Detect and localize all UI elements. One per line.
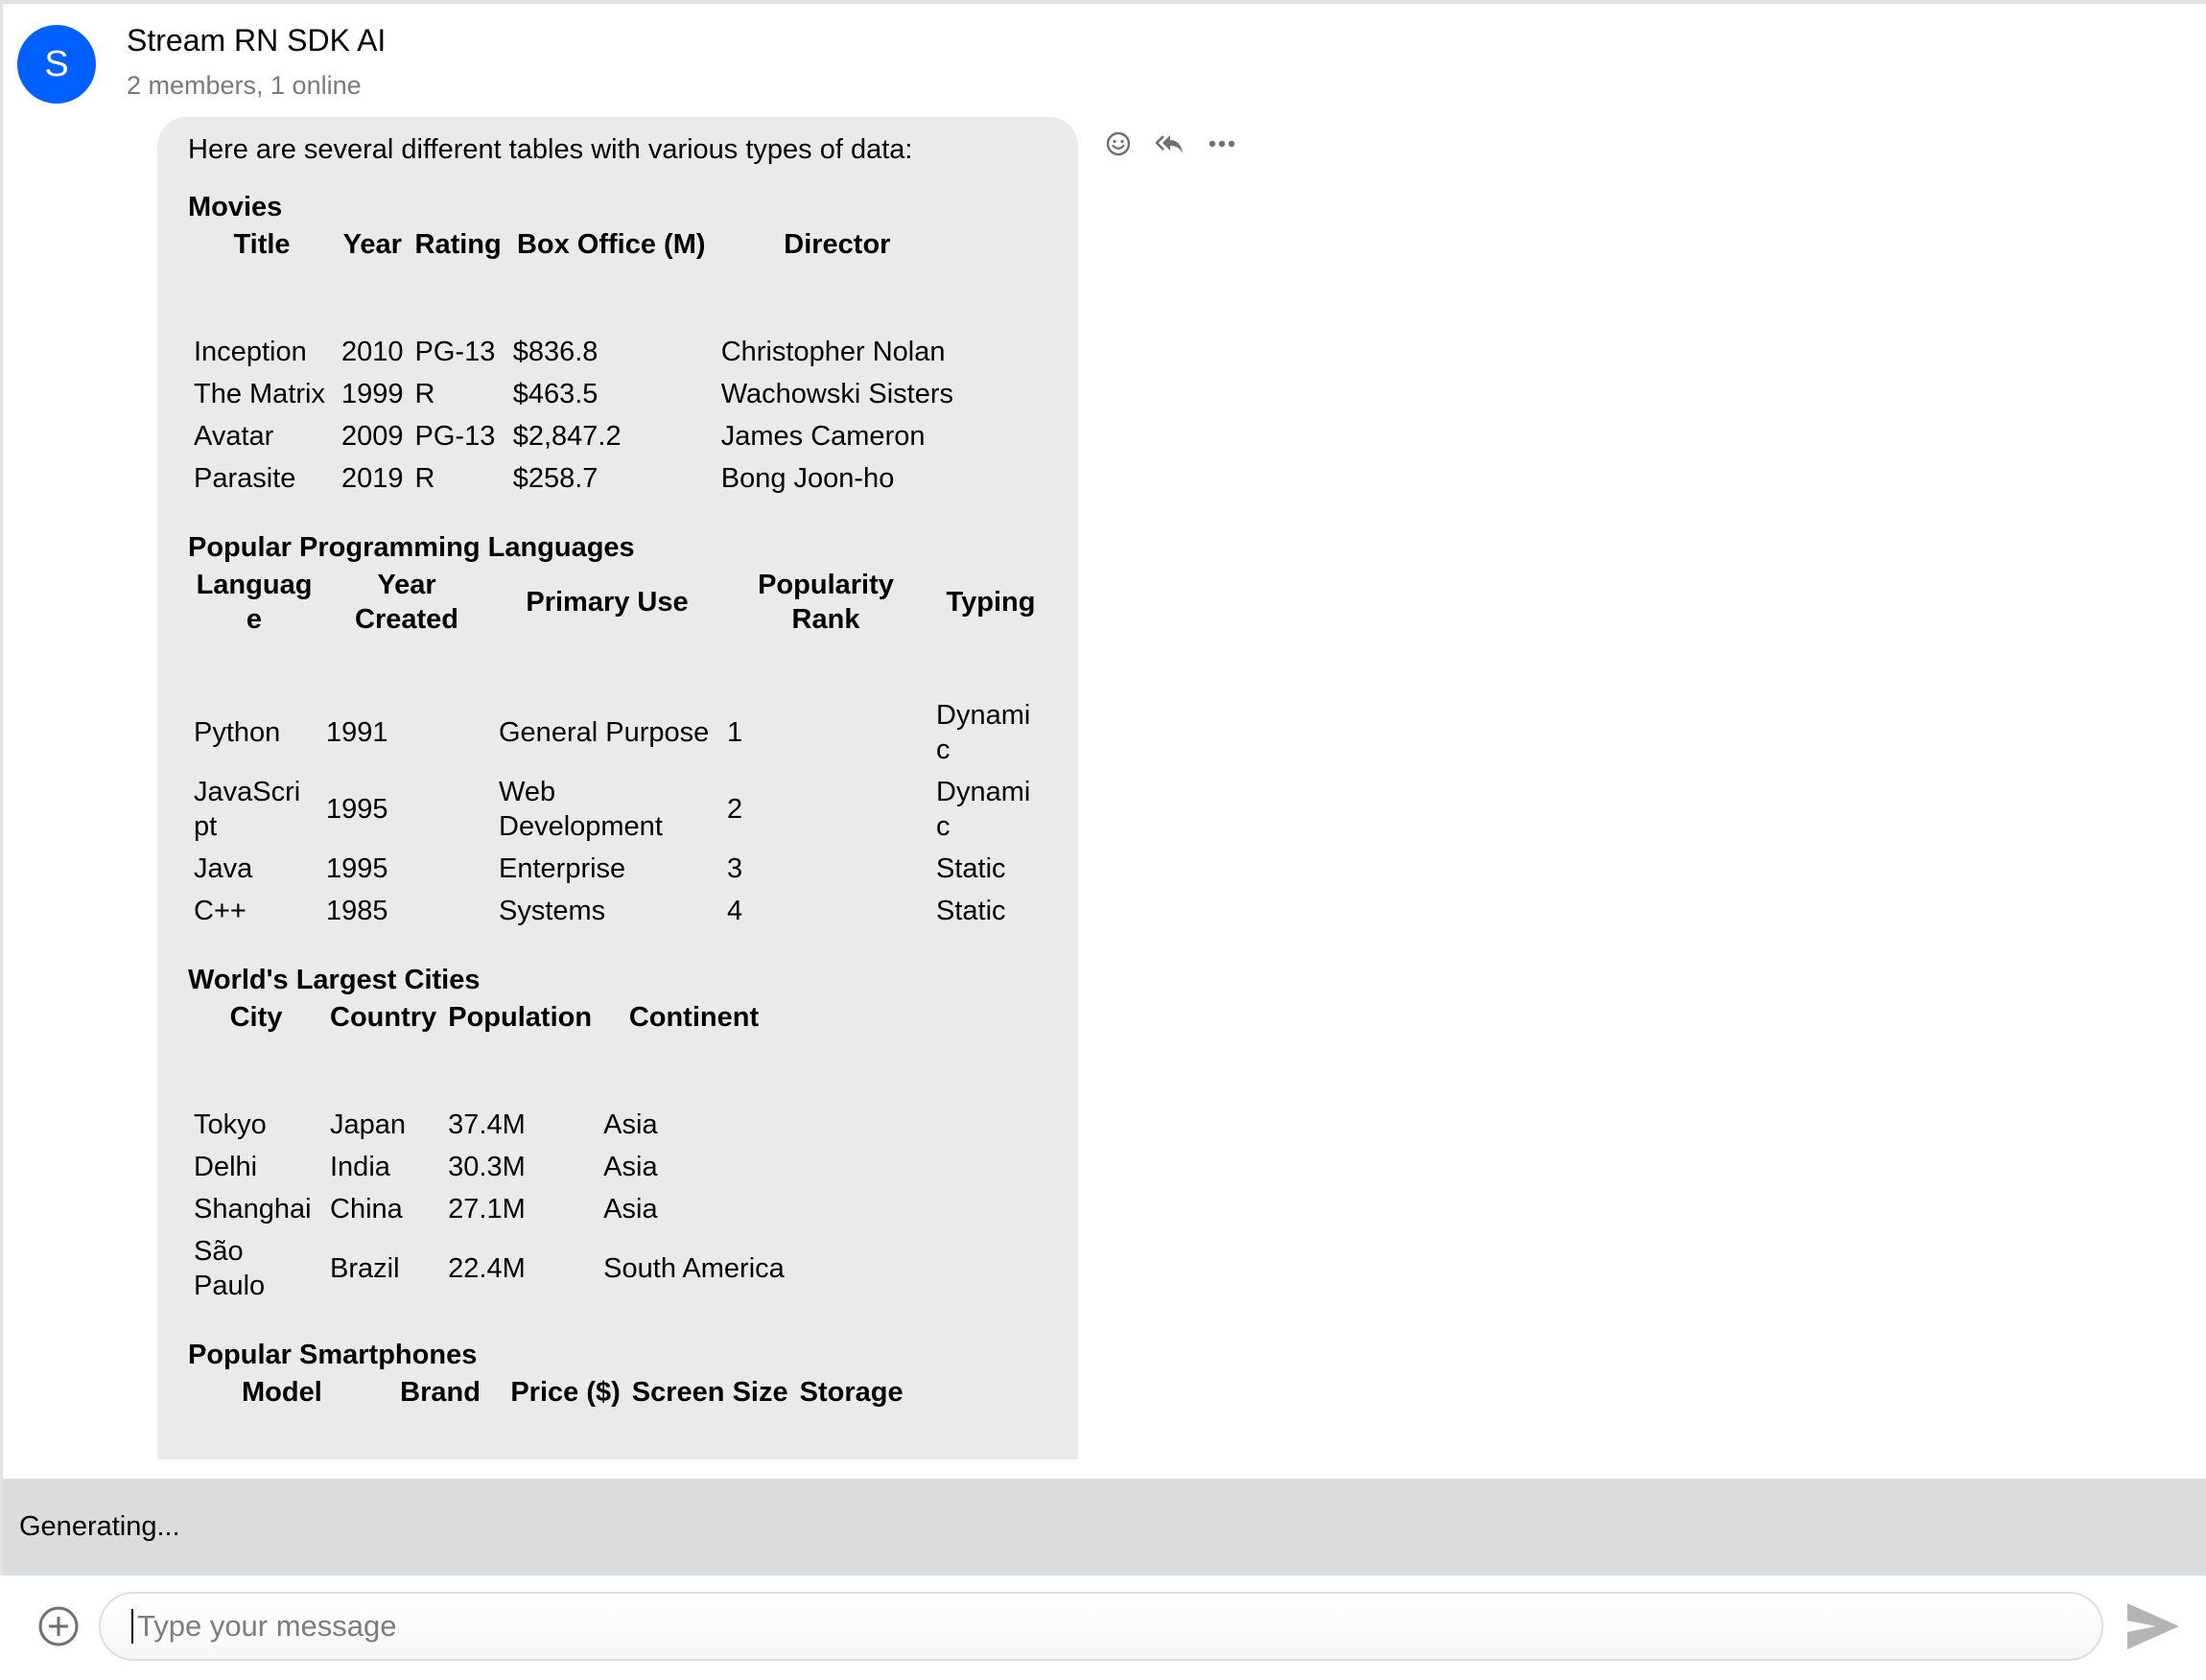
table-cell: Bong Joon-ho	[720, 463, 895, 494]
column-header: Year Created	[355, 570, 458, 635]
table-cell: The Matrix	[194, 379, 325, 409]
message-input-container[interactable]	[99, 1592, 2103, 1661]
table-row	[188, 771, 1051, 848]
column-header: Director	[784, 229, 891, 260]
table-cell: 1995	[326, 794, 388, 825]
message-bubble[interactable]	[157, 117, 1078, 1459]
table-cell: General Purpose	[499, 717, 710, 748]
table-cell: 2009	[341, 421, 404, 452]
table-cell: Systems	[499, 896, 606, 926]
table-cell: 1	[727, 717, 743, 748]
column-header: Continent	[628, 1002, 760, 1033]
column-header: Price ($)	[510, 1377, 621, 1408]
table-cell: South America	[603, 1253, 785, 1284]
table-row	[188, 1146, 790, 1188]
table-cell: 2010	[341, 337, 404, 367]
reaction-button[interactable]	[1103, 128, 1134, 159]
languages-table	[188, 565, 1051, 932]
send-icon	[2124, 1599, 2181, 1653]
table-cell: Inception	[194, 337, 307, 367]
table-row	[188, 331, 959, 373]
table-cell: China	[330, 1194, 403, 1225]
message-intro: Here are several different tables with various types of data:	[188, 134, 913, 165]
table-cell: India	[330, 1152, 390, 1182]
movies-table	[188, 224, 959, 500]
reply-all-icon	[1155, 130, 1185, 157]
table-cell: 22.4M	[448, 1253, 526, 1284]
column-header: Brand	[400, 1377, 481, 1408]
column-header: Box Office (M)	[516, 229, 706, 260]
table-title-movies: Movies	[188, 192, 283, 222]
column-header: Population	[448, 1002, 593, 1033]
table-cell: R	[414, 379, 435, 409]
send-button[interactable]	[2124, 1599, 2181, 1653]
table-cell: Asia	[603, 1152, 658, 1182]
avatar-initial: S	[44, 43, 69, 84]
table-cell: 30.3M	[448, 1152, 526, 1182]
table-cell: Enterprise	[499, 853, 626, 884]
column-header: Title	[233, 229, 291, 260]
plus-circle-icon	[36, 1604, 81, 1648]
table-cell: Static	[936, 896, 1006, 926]
column-header: Languag e	[196, 570, 313, 635]
table-cell: Python	[194, 717, 281, 748]
table-cell: James Cameron	[720, 421, 926, 452]
table-cell: 1995	[326, 853, 388, 884]
text-caret	[131, 1609, 133, 1644]
table-cell: PG-13	[414, 337, 496, 367]
message-list[interactable]	[0, 115, 2206, 1479]
table-cell: Asia	[603, 1109, 658, 1140]
more-options-icon	[1209, 139, 1235, 149]
column-header: City	[229, 1002, 283, 1033]
column-header: Model	[242, 1377, 322, 1408]
table-cell: R	[414, 463, 435, 494]
table-cell: Brazil	[330, 1253, 400, 1284]
table-cell: 4	[727, 896, 743, 926]
table-cell: Web Development	[499, 777, 663, 842]
table-row	[188, 848, 1051, 890]
channel-header	[0, 4, 2206, 115]
table-cell: $836.8	[512, 337, 598, 367]
column-header: Country	[330, 1002, 437, 1033]
cities-table	[188, 997, 790, 1307]
table-cell: Avatar	[194, 421, 274, 452]
message-composer	[0, 1575, 2206, 1680]
table-title-languages: Popular Programming Languages	[188, 532, 635, 563]
column-header: Storage	[799, 1377, 904, 1408]
table-cell: 1999	[341, 379, 404, 409]
table-cell: 27.1M	[448, 1194, 526, 1225]
table-cell: Java	[194, 853, 253, 884]
table-cell: Tokyo	[194, 1109, 267, 1140]
table-cell: Asia	[603, 1194, 658, 1225]
table-title-smartphones: Popular Smartphones	[188, 1340, 478, 1370]
table-cell: 1991	[326, 717, 388, 748]
table-cell: PG-13	[414, 421, 496, 452]
table-cell: $2,847.2	[512, 421, 622, 452]
table-row	[188, 373, 959, 415]
table-cell: $463.5	[512, 379, 598, 409]
table-cell: 1985	[326, 896, 388, 926]
table-cell: JavaScri pt	[194, 777, 301, 842]
table-cell: 37.4M	[448, 1109, 526, 1140]
table-row	[188, 1104, 790, 1146]
column-header: Screen Size	[631, 1377, 788, 1408]
table-cell: 2019	[341, 463, 404, 494]
message-actions	[1103, 128, 1237, 159]
table-row	[188, 694, 1051, 771]
table-cell: Shanghai	[194, 1194, 312, 1225]
table-header-row	[188, 565, 1051, 694]
column-header: Typing	[946, 587, 1036, 618]
table-header-row	[188, 224, 959, 331]
emoji-reaction-icon	[1105, 130, 1132, 157]
table-cell: Dynami c	[936, 777, 1031, 842]
table-cell: $258.7	[512, 463, 598, 494]
column-header: Popularity Rank	[758, 570, 894, 635]
column-header: Primary Use	[526, 587, 689, 618]
table-row	[188, 457, 959, 500]
table-cell: Static	[936, 853, 1006, 884]
channel-avatar[interactable]	[17, 25, 96, 104]
table-cell: 3	[727, 853, 743, 884]
table-header-row	[188, 997, 790, 1104]
ai-status-indicator	[3, 1479, 2206, 1575]
column-header: Year	[342, 229, 402, 260]
table-title-cities: World's Largest Cities	[188, 965, 481, 995]
thread-reply-button[interactable]	[1155, 128, 1185, 159]
table-cell: Japan	[330, 1109, 407, 1140]
ai-status-text: Generating...	[19, 1511, 180, 1542]
table-cell: Delhi	[194, 1152, 258, 1182]
table-cell: C++	[194, 896, 246, 926]
table-row	[188, 1230, 790, 1307]
channel-title: Stream RN SDK AI	[127, 23, 387, 58]
table-row	[188, 1188, 790, 1230]
table-cell: 2	[727, 794, 743, 825]
more-options-button[interactable]	[1207, 128, 1237, 159]
table-row	[188, 415, 959, 457]
column-header: Rating	[414, 229, 502, 260]
table-row	[188, 890, 1051, 932]
table-cell: Wachowski Sisters	[720, 379, 953, 409]
table-cell: Dynami c	[936, 700, 1031, 765]
table-cell: Christopher Nolan	[720, 337, 946, 367]
table-cell: São Paulo	[194, 1236, 266, 1301]
table-cell: Parasite	[194, 463, 296, 494]
channel-member-status: 2 members, 1 online	[127, 71, 362, 100]
table-header-row	[188, 1372, 909, 1479]
attach-button[interactable]	[36, 1604, 81, 1648]
message-input[interactable]	[135, 1608, 2101, 1645]
